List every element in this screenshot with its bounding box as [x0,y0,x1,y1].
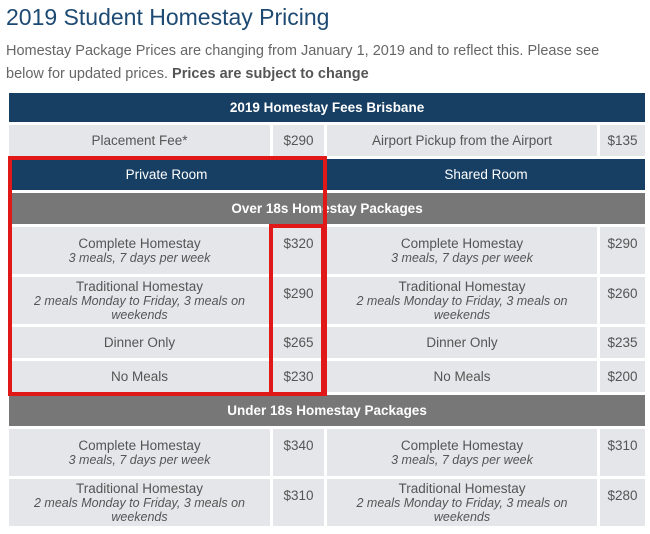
table-row [9,227,645,274]
package-name: Traditional Homestay [75,279,204,294]
table-row [9,479,645,526]
private-price: $290 [273,277,324,324]
package-name: Complete Homestay [78,236,201,251]
shared-price: $260 [600,277,645,324]
private-price: $310 [273,479,324,526]
shared-room-header: Shared Room [327,159,645,190]
intro-bold-note: Prices are subject to change [172,66,369,82]
intro-paragraph [6,40,636,86]
fee-row [9,125,645,156]
placement-fee-label: Placement Fee* [9,125,270,156]
under18-group-title: Under 18s Homestay Packages [9,395,645,426]
group-header-row [9,193,645,224]
package-name: Traditional Homestay [398,279,526,294]
over18-group-title: Over 18s Homestay Packages [9,193,645,224]
package-description: 3 meals, 7 days per week [68,251,211,265]
private-price: $230 [273,361,324,392]
airport-pickup-price: $135 [600,125,645,156]
package-cell [9,227,270,274]
package-name: No Meals [9,361,270,392]
table-row [9,361,645,392]
package-name: Complete Homestay [400,438,524,453]
package-description: 2 meals Monday to Friday, 3 meals on weekends [356,294,568,322]
package-description: 3 meals, 7 days per week [391,251,533,265]
pricing-table [6,90,648,529]
package-description: 3 meals, 7 days per week [391,453,533,467]
package-cell [327,429,597,476]
package-description: 2 meals Monday to Friday, 3 meals on weekends [34,496,245,524]
package-name: Dinner Only [9,327,270,358]
package-description: 3 meals, 7 days per week [68,453,211,467]
package-cell [9,479,270,526]
shared-price: $310 [600,429,645,476]
package-name: Traditional Homestay [398,481,526,496]
shared-price: $280 [600,479,645,526]
package-name: No Meals [327,361,597,392]
package-cell [9,429,270,476]
private-price: $320 [273,227,324,274]
private-price: $340 [273,429,324,476]
airport-pickup-label: Airport Pickup from the Airport [327,125,597,156]
page-title: 2019 Student Homestay Pricing [6,4,330,30]
table-row [9,327,645,358]
package-cell [327,227,597,274]
shared-price: $290 [600,227,645,274]
room-type-row [9,159,645,190]
private-room-header: Private Room [9,159,324,190]
private-price: $265 [273,327,324,358]
package-name: Complete Homestay [400,236,524,251]
package-name: Complete Homestay [78,438,201,453]
package-description: 2 meals Monday to Friday, 3 meals on weekends [34,294,245,322]
table-header: 2019 Homestay Fees Brisbane [9,93,645,122]
shared-price: $200 [600,361,645,392]
package-description: 2 meals Monday to Friday, 3 meals on weekends [356,496,568,524]
package-cell [9,277,270,324]
table-header-row [9,93,645,122]
intro-text: Homestay Package Prices are changing from January 1, 2019 and to reflect this. Please see below for updated prices. [6,43,600,82]
shared-price: $235 [600,327,645,358]
placement-fee-price: $290 [273,125,324,156]
table-row [9,277,645,324]
package-name: Traditional Homestay [75,481,204,496]
table-row [9,429,645,476]
group-header-row [9,395,645,426]
package-cell [327,277,597,324]
package-name: Dinner Only [327,327,597,358]
package-cell [327,479,597,526]
